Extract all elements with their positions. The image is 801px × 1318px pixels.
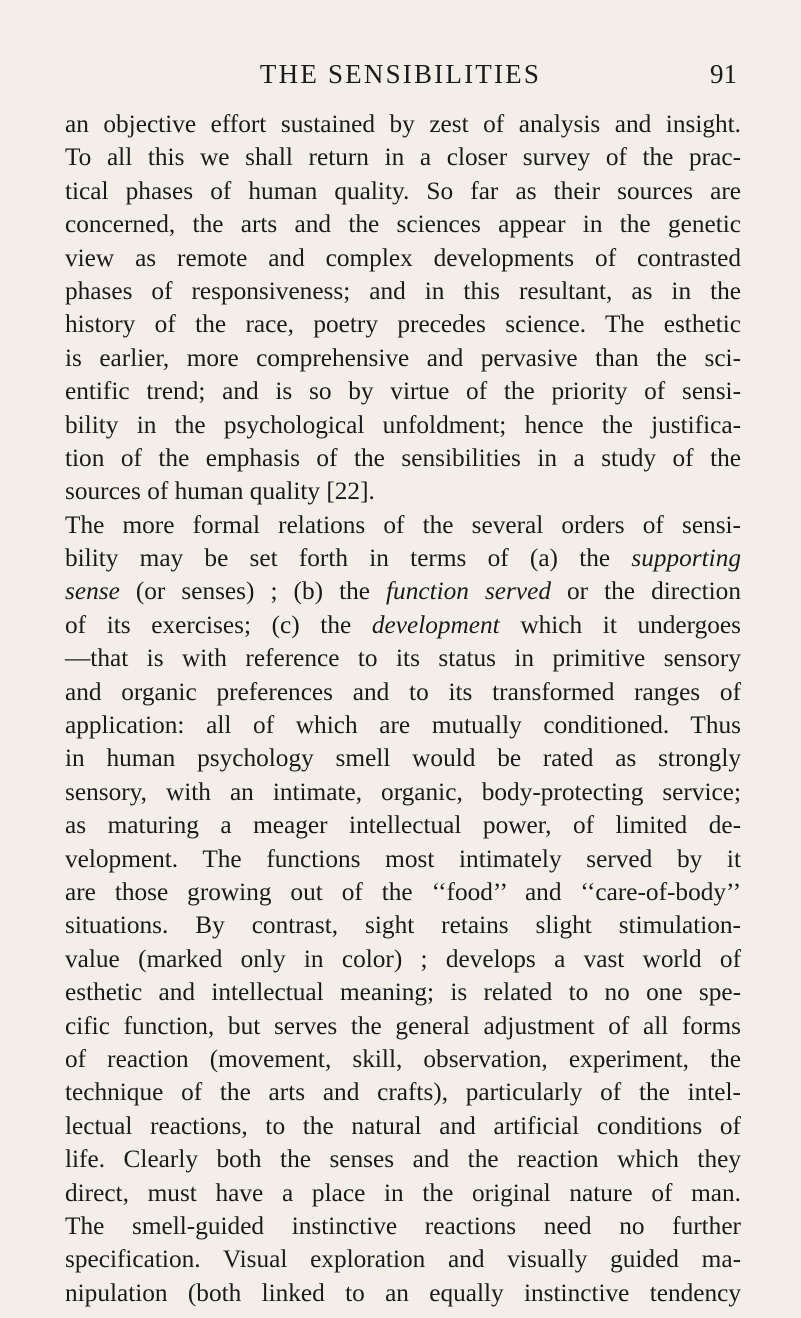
text-line: To all this we shall return in a closer survey of the prac- [65, 143, 741, 172]
text-line: —that is with reference to its status in primitive sensory [65, 644, 741, 673]
text-line [65, 575, 741, 608]
text-line: entific trend; and is so by virtue of the priority of sensi- [65, 377, 741, 406]
text-line: an objective effort sustained by zest of analysis and insight. [65, 110, 741, 138]
text-line: and organic preferences and to its transformed ranges of [65, 677, 741, 706]
text-line: sources of human quality [22]. [65, 477, 375, 506]
text-line [65, 609, 741, 642]
text-line: value (marked only in color) ; develops a vast world of [65, 944, 741, 973]
line-segment: (or senses) ; (b) the [119, 577, 387, 606]
text-line: specification. Visual exploration and visually guided ma- [65, 1245, 741, 1274]
italic-term: supporting [631, 544, 741, 573]
line-segment: of its exercises; (c) the [65, 610, 372, 639]
text-line: concerned, the arts and the sciences appear in the genetic [65, 210, 741, 239]
text-line: direct, must have a place in the original nature of man. [65, 1178, 741, 1207]
running-title: THE SENSIBILITIES [259, 59, 542, 89]
text-line: in human psychology smell would be rated as strongly [65, 744, 741, 773]
text-line: The smell-guided instinctive reactions need no further [65, 1211, 741, 1240]
line-segment: which it undergoes [499, 610, 741, 639]
text-line: view as remote and complex developments of contrasted [65, 243, 741, 272]
text-line: history of the race, poetry precedes science. The esthetic [65, 310, 741, 339]
line-segment: bility may be set forth in terms of (a) the [65, 544, 632, 573]
text-line: situations. By contrast, sight retains slight stimulation- [65, 911, 741, 940]
text-line: life. Clearly both the senses and the reaction which they [65, 1145, 741, 1174]
text-line: bility in the psychological unfoldment; hence the justifica- [65, 410, 741, 439]
text-line: as maturing a meager intellectual power, of limited de- [65, 811, 741, 840]
text-line: are those growing out of the ‘‘food’’ and ‘‘care-of-body’’ [65, 877, 741, 906]
page-number: 91 [710, 59, 737, 89]
text-line: esthetic and intellectual meaning; is related to no one spe- [65, 978, 741, 1007]
body-text [65, 108, 741, 1310]
line-segment: or the direction [550, 577, 741, 606]
text-line: is earlier, more comprehensive and pervasive than the sci- [65, 343, 741, 372]
text-line: tical phases of human quality. So far as their sources are [65, 176, 741, 205]
italic-term: sense [65, 577, 120, 606]
italic-term: development [371, 610, 500, 639]
text-line: tion of the emphasis of the sensibilities in a study of the [65, 443, 741, 472]
text-line: The more formal relations of the several orders of sensi- [65, 510, 741, 539]
text-line: lectual reactions, to the natural and artificial conditions of [65, 1111, 741, 1140]
text-line [65, 542, 741, 575]
text-line: sensory, with an intimate, organic, body-protecting service; [65, 777, 741, 806]
italic-term: function served [386, 577, 551, 606]
text-line: of reaction (movement, skill, observation, experiment, the [65, 1044, 741, 1073]
running-head [0, 58, 801, 90]
text-line: cific function, but serves the general adjustment of all forms [65, 1011, 741, 1040]
text-line: technique of the arts and crafts), particularly of the intel- [65, 1078, 741, 1107]
text-line: nipulation (both linked to an equally instinctive tendency [65, 1278, 741, 1307]
text-line: velopment. The functions most intimately served by it [65, 844, 741, 873]
text-line: application: all of which are mutually conditioned. Thus [65, 711, 741, 740]
text-line: phases of responsiveness; and in this resultant, as in the [65, 276, 741, 305]
